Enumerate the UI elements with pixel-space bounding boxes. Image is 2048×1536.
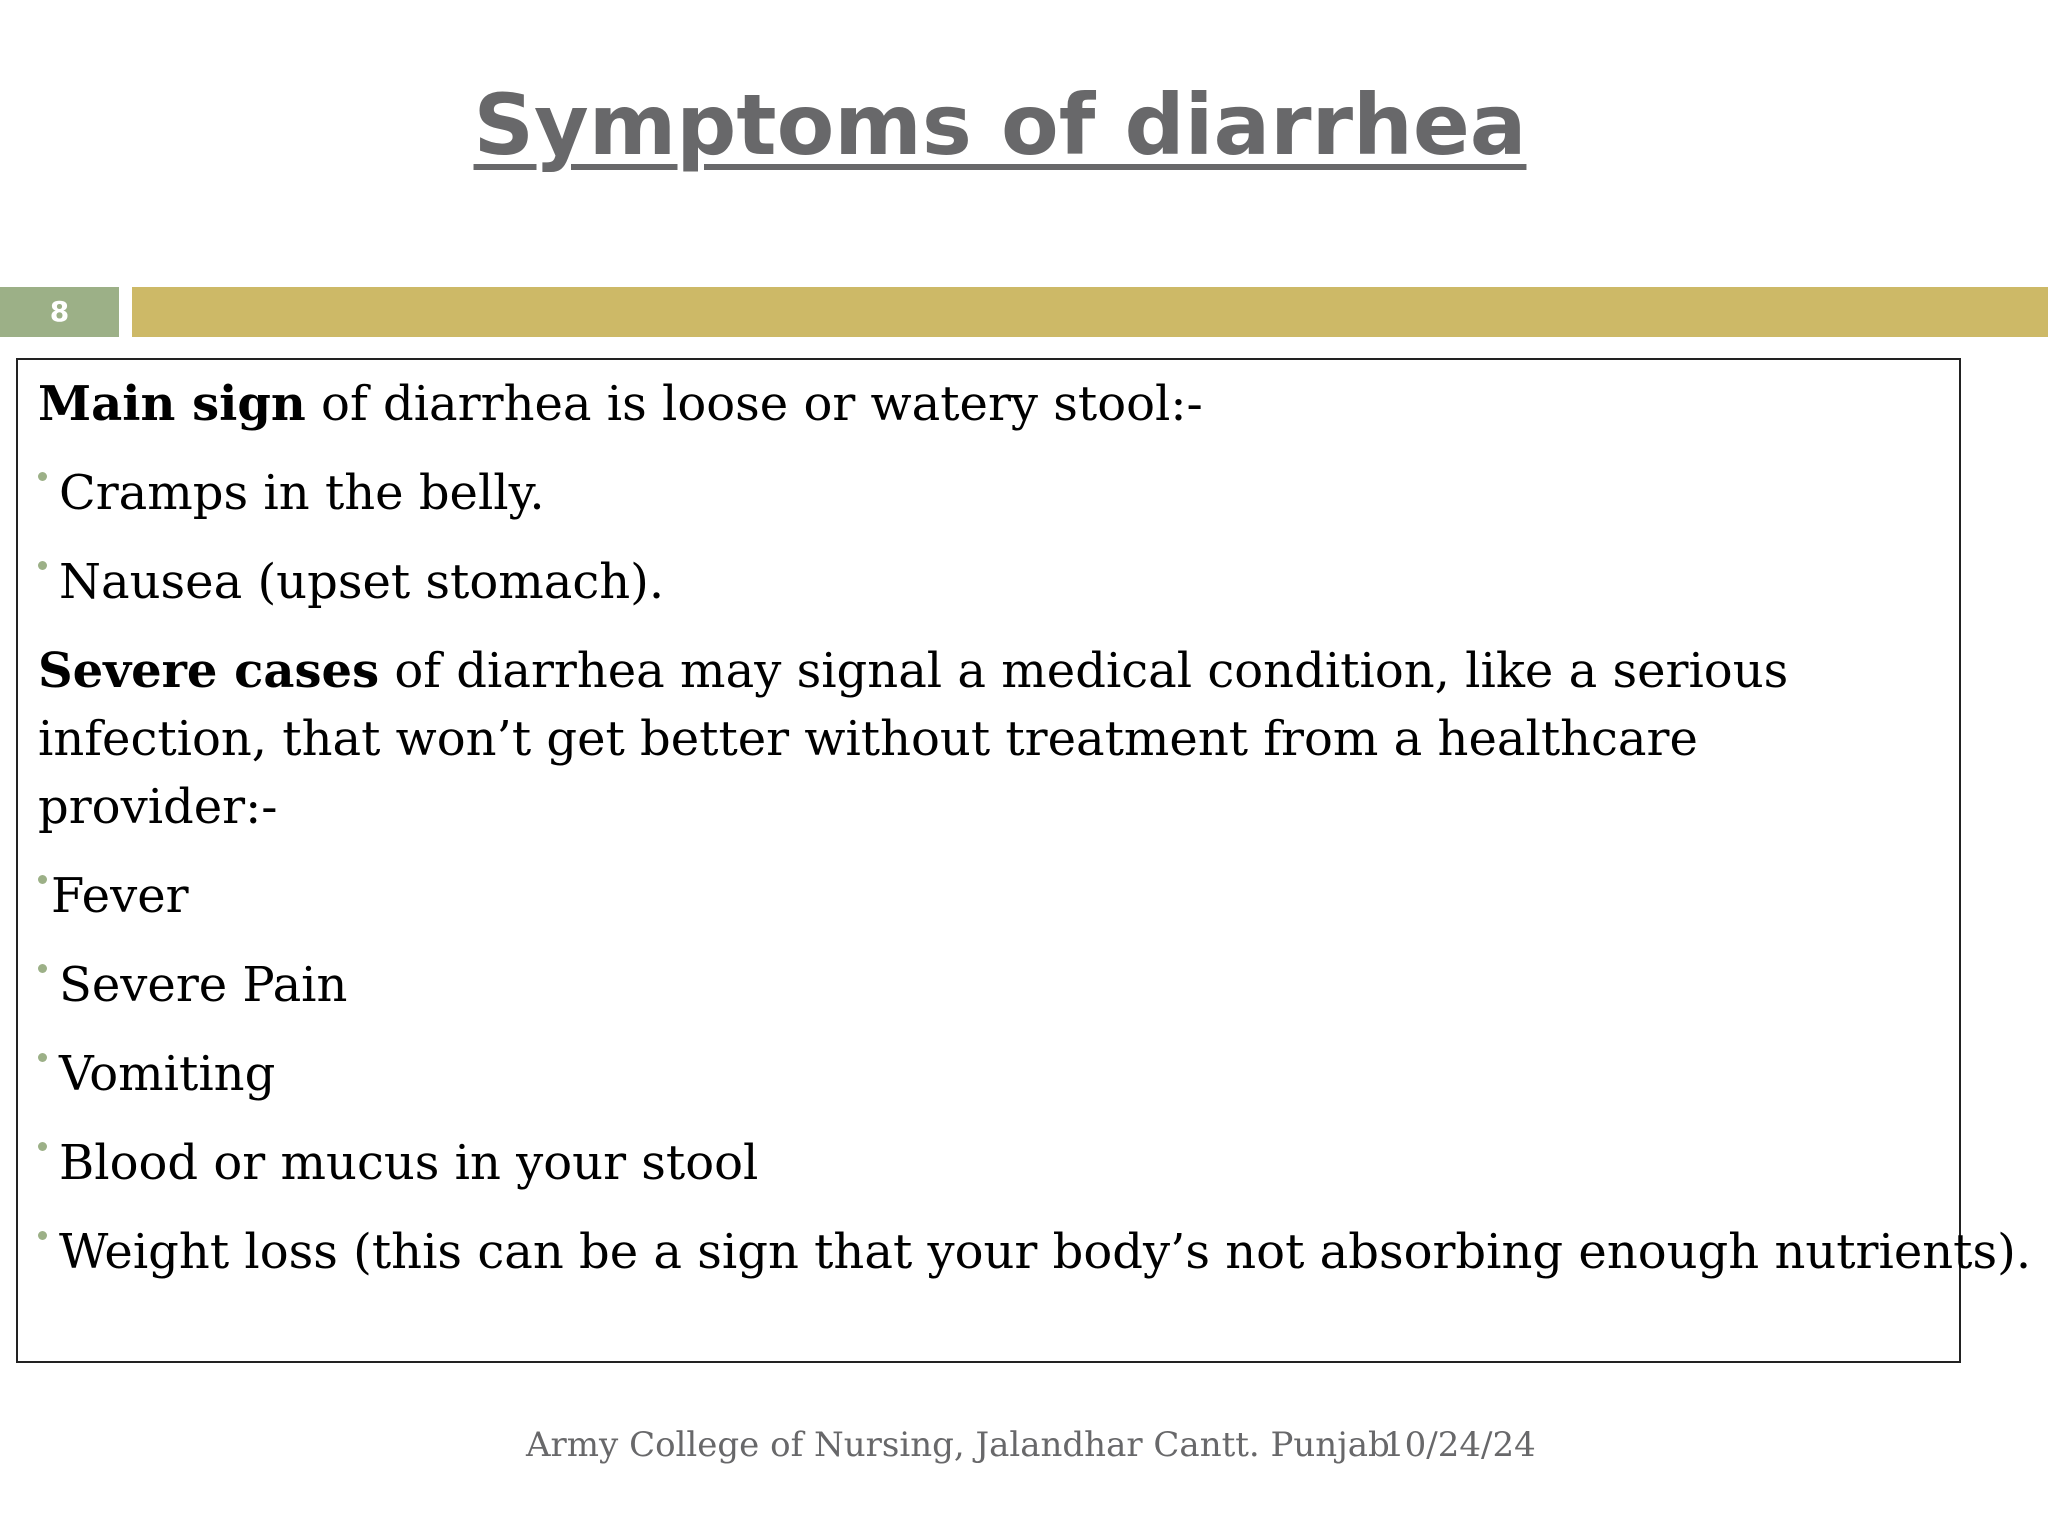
bullet-dot-icon [38,1053,47,1062]
bullet-dot-icon [38,472,47,481]
list-item-text: Fever [51,868,189,924]
list-item [38,1218,2032,1286]
list-item-text: Cramps in the belly. [59,465,545,521]
footer-source: Army College of Nursing, Jalandhar Cantt. Punjab [526,1425,1390,1465]
slide-number: 8 [49,295,70,328]
main-sign-text: of diarrhea is loose or watery stool:- [305,376,1203,432]
list-item [38,862,1937,930]
main-sign-paragraph [38,370,1937,438]
list-item [38,1129,1937,1197]
bullet-dot-icon [38,561,47,570]
list-item-text: Severe Pain [59,957,348,1013]
slide-number-badge [0,287,119,337]
bullet-dot-icon [38,875,47,884]
severe-cases-paragraph [38,637,1937,841]
list-item [38,548,1937,616]
list-item [38,1040,1937,1108]
list-item-text: Blood or mucus in your stool [59,1135,759,1191]
bullet-dot-icon [38,964,47,973]
slide-footer [0,1420,2048,1470]
list-item-text: Nausea (upset stomach). [59,554,665,610]
accent-bar [132,287,2048,337]
footer-date: 10/24/24 [1383,1425,1536,1465]
list-item [38,459,1937,527]
bullet-dot-icon [38,1142,47,1151]
list-item-text: Vomiting [59,1046,276,1102]
list-item [38,951,1937,1019]
severe-cases-text: of diarrhea may signal a medical condition, like a serious infection, that won’t get better without treatment from a healthcare provider:- [38,643,1789,835]
main-sign-bold: Main sign [38,376,306,432]
list-item-text: Weight loss (this can be a sign that your body’s not absorbing enough nutrients). [59,1224,2032,1280]
bullet-dot-icon [38,1231,47,1240]
content-box [16,358,2032,1363]
severe-cases-bold: Severe cases [38,643,380,699]
slide-title: Symptoms of diarrhea [473,76,1527,174]
